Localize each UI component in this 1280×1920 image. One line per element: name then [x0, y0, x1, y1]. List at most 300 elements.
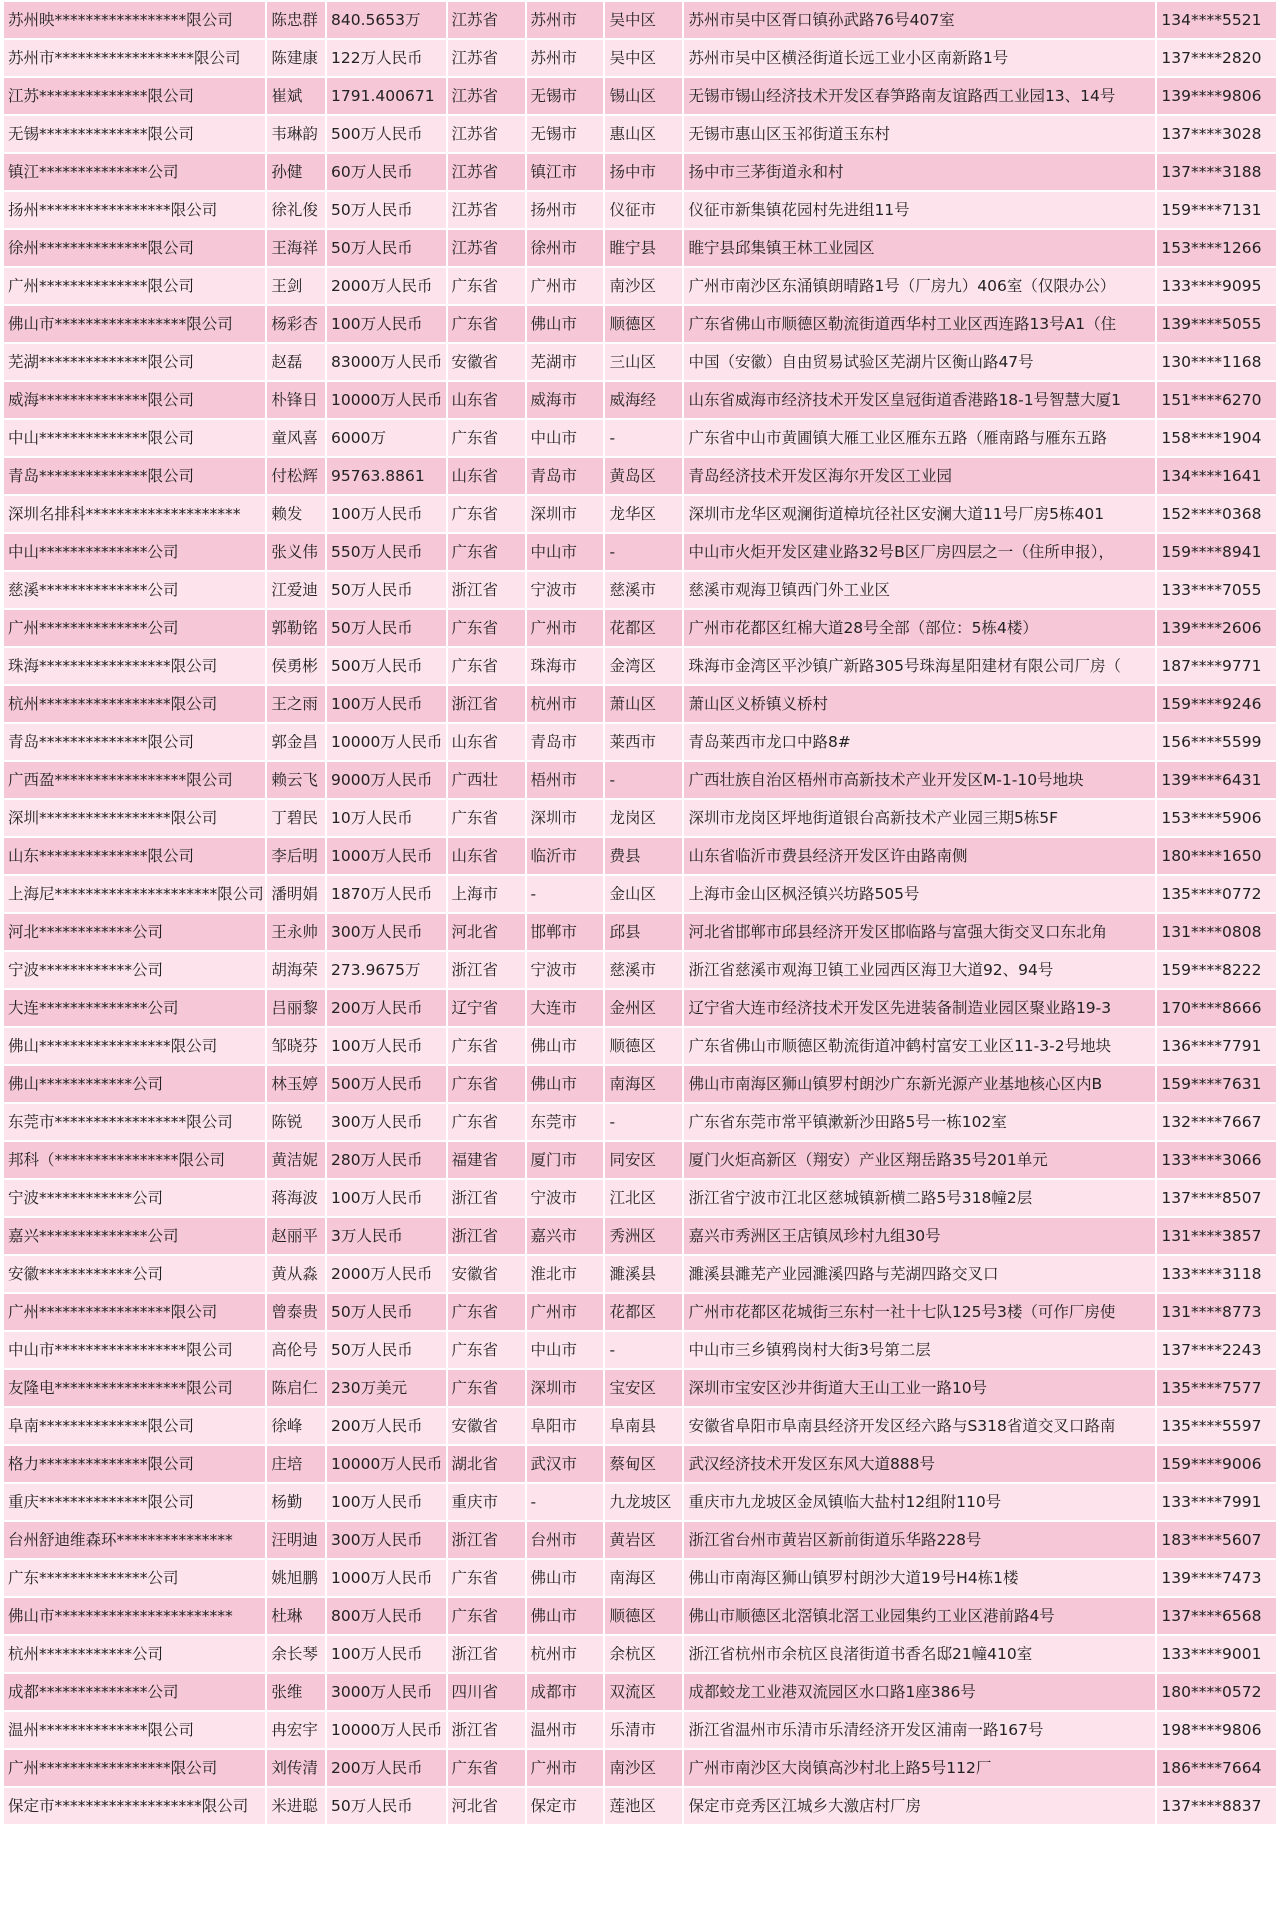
- district-cell: 三山区: [605, 344, 682, 380]
- province-cell: 浙江省: [448, 1522, 525, 1558]
- address-cell: 广东省佛山市顺德区勒流街道冲鹤村富安工业区11-3-2号地块: [684, 1028, 1155, 1064]
- registered-capital-cell: 50万人民币: [327, 192, 446, 228]
- address-cell: 慈溪市观海卫镇西门外工业区: [684, 572, 1155, 608]
- province-cell: 广东省: [448, 1028, 525, 1064]
- table-row: [4, 268, 1276, 304]
- legal-person-cell: 徐峰: [267, 1408, 325, 1444]
- address-cell: 辽宁省大连市经济技术开发区先进装备制造业园区聚业路19-3: [684, 990, 1155, 1026]
- legal-person-cell: 付松辉: [267, 458, 325, 494]
- table-row: [4, 154, 1276, 190]
- address-cell: 厦门火炬高新区（翔安）产业区翔岳路35号201单元: [684, 1142, 1155, 1178]
- phone-cell: 131****8773: [1157, 1294, 1276, 1330]
- address-cell: 嘉兴市秀洲区王店镇凤珍村九组30号: [684, 1218, 1155, 1254]
- legal-person-cell: 郭勒铭: [267, 610, 325, 646]
- phone-cell: 133****7991: [1157, 1484, 1276, 1520]
- address-cell: 深圳市龙华区观澜街道樟坑径社区安澜大道11号厂房5栋401: [684, 496, 1155, 532]
- company-name-cell: 中山市*****************限公司: [4, 1332, 265, 1368]
- registered-capital-cell: 100万人民币: [327, 1636, 446, 1672]
- registered-capital-cell: 840.5653万: [327, 2, 446, 38]
- city-cell: 佛山市: [527, 1598, 604, 1634]
- province-cell: 山东省: [448, 838, 525, 874]
- registered-capital-cell: 100万人民币: [327, 1484, 446, 1520]
- district-cell: 扬中市: [605, 154, 682, 190]
- address-cell: 浙江省宁波市江北区慈城镇新横二路5号318幢2层: [684, 1180, 1155, 1216]
- registered-capital-cell: 83000万人民币: [327, 344, 446, 380]
- table-row: [4, 1712, 1276, 1748]
- district-cell: 金州区: [605, 990, 682, 1026]
- address-cell: 上海市金山区枫泾镇兴坊路505号: [684, 876, 1155, 912]
- district-cell: 费县: [605, 838, 682, 874]
- district-cell: 花都区: [605, 610, 682, 646]
- city-cell: 深圳市: [527, 800, 604, 836]
- company-name-cell: 广州**************公司: [4, 610, 265, 646]
- province-cell: 广东省: [448, 610, 525, 646]
- district-cell: 吴中区: [605, 40, 682, 76]
- company-name-cell: 无锡**************限公司: [4, 116, 265, 152]
- city-cell: 中山市: [527, 420, 604, 456]
- phone-cell: 133****7055: [1157, 572, 1276, 608]
- district-cell: 南海区: [605, 1066, 682, 1102]
- registered-capital-cell: 10000万人民币: [327, 1712, 446, 1748]
- city-cell: 广州市: [527, 1294, 604, 1330]
- district-cell: 睢宁县: [605, 230, 682, 266]
- table-row: [4, 116, 1276, 152]
- legal-person-cell: 林玉婷: [267, 1066, 325, 1102]
- address-cell: 浙江省台州市黄岩区新前街道乐华路228号: [684, 1522, 1155, 1558]
- city-cell: 广州市: [527, 610, 604, 646]
- legal-person-cell: 庄培: [267, 1446, 325, 1482]
- legal-person-cell: 郭金昌: [267, 724, 325, 760]
- city-cell: 广州市: [527, 268, 604, 304]
- city-cell: 徐州市: [527, 230, 604, 266]
- city-cell: 梧州市: [527, 762, 604, 798]
- address-cell: 广西壮族自治区梧州市高新技术产业开发区M-1-10号地块: [684, 762, 1155, 798]
- address-cell: 中山市火炬开发区建业路32号B区厂房四层之一（住所申报），: [684, 534, 1155, 570]
- province-cell: 河北省: [448, 914, 525, 950]
- district-cell: 慈溪市: [605, 572, 682, 608]
- phone-cell: 159****9006: [1157, 1446, 1276, 1482]
- city-cell: 淮北市: [527, 1256, 604, 1292]
- phone-cell: 139****7473: [1157, 1560, 1276, 1596]
- registered-capital-cell: 122万人民币: [327, 40, 446, 76]
- province-cell: 山东省: [448, 458, 525, 494]
- registered-capital-cell: 50万人民币: [327, 1332, 446, 1368]
- legal-person-cell: 李后明: [267, 838, 325, 874]
- legal-person-cell: 姚旭鹏: [267, 1560, 325, 1596]
- company-name-cell: 苏州市******************限公司: [4, 40, 265, 76]
- district-cell: 南沙区: [605, 1750, 682, 1786]
- phone-cell: 137****6568: [1157, 1598, 1276, 1634]
- province-cell: 辽宁省: [448, 990, 525, 1026]
- address-cell: 广州市花都区花城街三东村一社十七队125号3楼（可作厂房使: [684, 1294, 1155, 1330]
- city-cell: 佛山市: [527, 1028, 604, 1064]
- registered-capital-cell: 200万人民币: [327, 990, 446, 1026]
- city-cell: 镇江市: [527, 154, 604, 190]
- phone-cell: 133****9001: [1157, 1636, 1276, 1672]
- table-row: [4, 990, 1276, 1026]
- address-cell: 山东省临沂市费县经济开发区许由路南侧: [684, 838, 1155, 874]
- table-row: [4, 78, 1276, 114]
- address-cell: 浙江省杭州市余杭区良渚街道书香名邸21幢410室: [684, 1636, 1155, 1672]
- registered-capital-cell: 2000万人民币: [327, 268, 446, 304]
- city-cell: 邯郸市: [527, 914, 604, 950]
- legal-person-cell: 王之雨: [267, 686, 325, 722]
- address-cell: 成都蛟龙工业港双流园区水口路1座386号: [684, 1674, 1155, 1710]
- company-name-cell: 嘉兴**************公司: [4, 1218, 265, 1254]
- city-cell: 台州市: [527, 1522, 604, 1558]
- company-name-cell: 广州**************限公司: [4, 268, 265, 304]
- address-cell: 苏州市吴中区胥口镇孙武路76号407室: [684, 2, 1155, 38]
- registered-capital-cell: 200万人民币: [327, 1408, 446, 1444]
- company-name-cell: 中山**************限公司: [4, 420, 265, 456]
- company-name-cell: 镇江**************公司: [4, 154, 265, 190]
- province-cell: 广东省: [448, 1104, 525, 1140]
- legal-person-cell: 童风喜: [267, 420, 325, 456]
- city-cell: 东莞市: [527, 1104, 604, 1140]
- registered-capital-cell: 1870万人民币: [327, 876, 446, 912]
- province-cell: 广东省: [448, 1750, 525, 1786]
- table-row: [4, 1332, 1276, 1368]
- city-cell: 佛山市: [527, 306, 604, 342]
- registered-capital-cell: 3000万人民币: [327, 1674, 446, 1710]
- city-cell: 广州市: [527, 1750, 604, 1786]
- district-cell: 威海经: [605, 382, 682, 418]
- legal-person-cell: 赖发: [267, 496, 325, 532]
- city-cell: -: [527, 1484, 604, 1520]
- table-row: [4, 534, 1276, 570]
- registered-capital-cell: 300万人民币: [327, 1522, 446, 1558]
- district-cell: 邱县: [605, 914, 682, 950]
- company-name-cell: 青岛**************限公司: [4, 724, 265, 760]
- registered-capital-cell: 300万人民币: [327, 1104, 446, 1140]
- company-name-cell: 芜湖**************限公司: [4, 344, 265, 380]
- registered-capital-cell: 273.9675万: [327, 952, 446, 988]
- company-name-cell: 山东**************限公司: [4, 838, 265, 874]
- city-cell: 芜湖市: [527, 344, 604, 380]
- province-cell: 江苏省: [448, 78, 525, 114]
- registered-capital-cell: 500万人民币: [327, 1066, 446, 1102]
- phone-cell: 136****7791: [1157, 1028, 1276, 1064]
- province-cell: 广东省: [448, 1332, 525, 1368]
- table-row: [4, 1446, 1276, 1482]
- province-cell: 广东省: [448, 648, 525, 684]
- district-cell: 同安区: [605, 1142, 682, 1178]
- city-cell: -: [527, 876, 604, 912]
- address-cell: 重庆市九龙坡区金凤镇临大盐村12组附110号: [684, 1484, 1155, 1520]
- registered-capital-cell: 50万人民币: [327, 230, 446, 266]
- table-row: [4, 952, 1276, 988]
- district-cell: -: [605, 1332, 682, 1368]
- district-cell: 顺德区: [605, 1598, 682, 1634]
- phone-cell: 135****7577: [1157, 1370, 1276, 1406]
- province-cell: 安徽省: [448, 1256, 525, 1292]
- table-row: [4, 458, 1276, 494]
- registered-capital-cell: 550万人民币: [327, 534, 446, 570]
- city-cell: 宁波市: [527, 572, 604, 608]
- legal-person-cell: 曾泰贵: [267, 1294, 325, 1330]
- company-name-cell: 广州*****************限公司: [4, 1294, 265, 1330]
- province-cell: 江苏省: [448, 192, 525, 228]
- district-cell: 萧山区: [605, 686, 682, 722]
- district-cell: 顺德区: [605, 306, 682, 342]
- legal-person-cell: 潘明娟: [267, 876, 325, 912]
- address-cell: 深圳市宝安区沙井街道大王山工业一路10号: [684, 1370, 1155, 1406]
- table-row: [4, 344, 1276, 380]
- province-cell: 广东省: [448, 1066, 525, 1102]
- legal-person-cell: 黄从淼: [267, 1256, 325, 1292]
- phone-cell: 131****0808: [1157, 914, 1276, 950]
- company-name-cell: 江苏**************限公司: [4, 78, 265, 114]
- district-cell: -: [605, 534, 682, 570]
- address-cell: 珠海市金湾区平沙镇广新路305号珠海星阳建材有限公司厂房（: [684, 648, 1155, 684]
- phone-cell: 139****6431: [1157, 762, 1276, 798]
- company-name-cell: 台州舒迪维森环***************: [4, 1522, 265, 1558]
- phone-cell: 137****8507: [1157, 1180, 1276, 1216]
- phone-cell: 131****3857: [1157, 1218, 1276, 1254]
- phone-cell: 159****7131: [1157, 192, 1276, 228]
- company-name-cell: 威海**************限公司: [4, 382, 265, 418]
- table-body: [4, 2, 1276, 1824]
- table-row: [4, 1370, 1276, 1406]
- table-row: [4, 1750, 1276, 1786]
- registered-capital-cell: 1000万人民币: [327, 838, 446, 874]
- province-cell: 广东省: [448, 1370, 525, 1406]
- phone-cell: 158****1904: [1157, 420, 1276, 456]
- city-cell: 杭州市: [527, 1636, 604, 1672]
- province-cell: 浙江省: [448, 1712, 525, 1748]
- province-cell: 江苏省: [448, 116, 525, 152]
- legal-person-cell: 韦琳韵: [267, 116, 325, 152]
- legal-person-cell: 赖云飞: [267, 762, 325, 798]
- city-cell: 阜阳市: [527, 1408, 604, 1444]
- registered-capital-cell: 500万人民币: [327, 116, 446, 152]
- table-row: [4, 686, 1276, 722]
- province-cell: 江苏省: [448, 40, 525, 76]
- address-cell: 青岛莱西市龙口中路8#: [684, 724, 1155, 760]
- company-name-cell: 珠海*****************限公司: [4, 648, 265, 684]
- province-cell: 重庆市: [448, 1484, 525, 1520]
- registered-capital-cell: 100万人民币: [327, 496, 446, 532]
- company-name-cell: 广州*****************限公司: [4, 1750, 265, 1786]
- address-cell: 仪征市新集镇花园村先进组11号: [684, 192, 1155, 228]
- city-cell: 嘉兴市: [527, 1218, 604, 1254]
- district-cell: 金山区: [605, 876, 682, 912]
- city-cell: 无锡市: [527, 116, 604, 152]
- phone-cell: 135****5597: [1157, 1408, 1276, 1444]
- registered-capital-cell: 300万人民币: [327, 914, 446, 950]
- table-row: [4, 306, 1276, 342]
- city-cell: 青岛市: [527, 724, 604, 760]
- phone-cell: 130****1168: [1157, 344, 1276, 380]
- city-cell: 杭州市: [527, 686, 604, 722]
- legal-person-cell: 蒋海波: [267, 1180, 325, 1216]
- district-cell: 莱西市: [605, 724, 682, 760]
- province-cell: 广东省: [448, 1598, 525, 1634]
- phone-cell: 153****1266: [1157, 230, 1276, 266]
- table-row: [4, 1142, 1276, 1178]
- table-row: [4, 1598, 1276, 1634]
- legal-person-cell: 赵磊: [267, 344, 325, 380]
- legal-person-cell: 陈忠群: [267, 2, 325, 38]
- address-cell: 中山市三乡镇鸦岗村大街3号第二层: [684, 1332, 1155, 1368]
- company-name-cell: 佛山************公司: [4, 1066, 265, 1102]
- legal-person-cell: 米进聪: [267, 1788, 325, 1824]
- address-cell: 扬中市三茅街道永和村: [684, 154, 1155, 190]
- legal-person-cell: 冉宏宇: [267, 1712, 325, 1748]
- address-cell: 濉溪县濉芜产业园濉溪四路与芜湖四路交叉口: [684, 1256, 1155, 1292]
- legal-person-cell: 刘传清: [267, 1750, 325, 1786]
- registered-capital-cell: 50万人民币: [327, 1788, 446, 1824]
- registered-capital-cell: 10000万人民币: [327, 724, 446, 760]
- district-cell: 惠山区: [605, 116, 682, 152]
- district-cell: 黄岩区: [605, 1522, 682, 1558]
- company-name-cell: 重庆**************限公司: [4, 1484, 265, 1520]
- table-row: [4, 1028, 1276, 1064]
- province-cell: 四川省: [448, 1674, 525, 1710]
- legal-person-cell: 侯勇彬: [267, 648, 325, 684]
- phone-cell: 135****0772: [1157, 876, 1276, 912]
- district-cell: 阜南县: [605, 1408, 682, 1444]
- district-cell: 宝安区: [605, 1370, 682, 1406]
- company-name-cell: 成都**************公司: [4, 1674, 265, 1710]
- address-cell: 广东省中山市黄圃镇大雁工业区雁东五路（雁南路与雁东五路: [684, 420, 1155, 456]
- phone-cell: 159****9246: [1157, 686, 1276, 722]
- table-row: [4, 1788, 1276, 1824]
- table-row: [4, 1636, 1276, 1672]
- table-row: [4, 610, 1276, 646]
- company-name-cell: 佛山市*****************限公司: [4, 306, 265, 342]
- table-row: [4, 1560, 1276, 1596]
- legal-person-cell: 陈启仁: [267, 1370, 325, 1406]
- registered-capital-cell: 100万人民币: [327, 1028, 446, 1064]
- district-cell: -: [605, 1104, 682, 1140]
- registered-capital-cell: 50万人民币: [327, 572, 446, 608]
- province-cell: 江苏省: [448, 154, 525, 190]
- company-name-cell: 广西盈*****************限公司: [4, 762, 265, 798]
- city-cell: 中山市: [527, 1332, 604, 1368]
- company-name-cell: 佛山*****************限公司: [4, 1028, 265, 1064]
- district-cell: 锡山区: [605, 78, 682, 114]
- table-row: [4, 1408, 1276, 1444]
- legal-person-cell: 王永帅: [267, 914, 325, 950]
- city-cell: 保定市: [527, 1788, 604, 1824]
- legal-person-cell: 黄洁妮: [267, 1142, 325, 1178]
- table-row: [4, 838, 1276, 874]
- district-cell: 秀洲区: [605, 1218, 682, 1254]
- company-name-cell: 东莞市*****************限公司: [4, 1104, 265, 1140]
- province-cell: 湖北省: [448, 1446, 525, 1482]
- address-cell: 无锡市锡山经济技术开发区春笋路南友谊路西工业园13、14号: [684, 78, 1155, 114]
- phone-cell: 137****2243: [1157, 1332, 1276, 1368]
- address-cell: 广东省佛山市顺德区勒流街道西华村工业区西连路13号A1（住: [684, 306, 1155, 342]
- legal-person-cell: 崔斌: [267, 78, 325, 114]
- table-row: [4, 1674, 1276, 1710]
- table-row: [4, 876, 1276, 912]
- district-cell: 吴中区: [605, 2, 682, 38]
- address-cell: 广州市南沙区东涌镇朗晴路1号（厂房九）406室（仅限办公）: [684, 268, 1155, 304]
- table-row: [4, 1256, 1276, 1292]
- phone-cell: 170****8666: [1157, 990, 1276, 1026]
- district-cell: 龙华区: [605, 496, 682, 532]
- legal-person-cell: 陈锐: [267, 1104, 325, 1140]
- phone-cell: 139****5055: [1157, 306, 1276, 342]
- city-cell: 佛山市: [527, 1066, 604, 1102]
- address-cell: 佛山市顺德区北滘镇北滘工业园集约工业区港前路4号: [684, 1598, 1155, 1634]
- address-cell: 保定市竞秀区江城乡大激店村厂房: [684, 1788, 1155, 1824]
- city-cell: 无锡市: [527, 78, 604, 114]
- company-name-cell: 徐州**************限公司: [4, 230, 265, 266]
- company-name-cell: 中山**************公司: [4, 534, 265, 570]
- address-cell: 青岛经济技术开发区海尔开发区工业园: [684, 458, 1155, 494]
- company-name-cell: 保定市*******************限公司: [4, 1788, 265, 1824]
- registered-capital-cell: 50万人民币: [327, 1294, 446, 1330]
- address-cell: 佛山市南海区狮山镇罗村朗沙广东新光源产业基地核心区内B: [684, 1066, 1155, 1102]
- district-cell: -: [605, 762, 682, 798]
- province-cell: 广东省: [448, 268, 525, 304]
- company-name-cell: 大连**************公司: [4, 990, 265, 1026]
- legal-person-cell: 王剑: [267, 268, 325, 304]
- province-cell: 浙江省: [448, 572, 525, 608]
- district-cell: 余杭区: [605, 1636, 682, 1672]
- city-cell: 中山市: [527, 534, 604, 570]
- company-name-cell: 邦科（****************限公司: [4, 1142, 265, 1178]
- district-cell: 慈溪市: [605, 952, 682, 988]
- company-name-cell: 友隆电*****************限公司: [4, 1370, 265, 1406]
- table-row: [4, 40, 1276, 76]
- phone-cell: 187****9771: [1157, 648, 1276, 684]
- legal-person-cell: 吕丽黎: [267, 990, 325, 1026]
- district-cell: 乐清市: [605, 1712, 682, 1748]
- table-row: [4, 572, 1276, 608]
- city-cell: 珠海市: [527, 648, 604, 684]
- company-name-cell: 格力**************限公司: [4, 1446, 265, 1482]
- data-table: [2, 0, 1278, 1826]
- address-cell: 广东省东莞市常平镇漱新沙田路5号一栋102室: [684, 1104, 1155, 1140]
- registered-capital-cell: 60万人民币: [327, 154, 446, 190]
- address-cell: 河北省邯郸市邱县经济开发区邯临路与富强大街交叉口东北角: [684, 914, 1155, 950]
- registered-capital-cell: 50万人民币: [327, 610, 446, 646]
- registered-capital-cell: 100万人民币: [327, 306, 446, 342]
- city-cell: 宁波市: [527, 1180, 604, 1216]
- table-row: [4, 230, 1276, 266]
- province-cell: 浙江省: [448, 1180, 525, 1216]
- table-row: [4, 1484, 1276, 1520]
- phone-cell: 134****5521: [1157, 2, 1276, 38]
- company-name-cell: 扬州*****************限公司: [4, 192, 265, 228]
- legal-person-cell: 江爱迪: [267, 572, 325, 608]
- phone-cell: 180****0572: [1157, 1674, 1276, 1710]
- district-cell: 南海区: [605, 1560, 682, 1596]
- province-cell: 广东省: [448, 1294, 525, 1330]
- city-cell: 成都市: [527, 1674, 604, 1710]
- company-name-cell: 慈溪**************公司: [4, 572, 265, 608]
- city-cell: 宁波市: [527, 952, 604, 988]
- legal-person-cell: 杨勤: [267, 1484, 325, 1520]
- city-cell: 扬州市: [527, 192, 604, 228]
- province-cell: 浙江省: [448, 1636, 525, 1672]
- legal-person-cell: 赵丽平: [267, 1218, 325, 1254]
- company-name-cell: 上海尼*********************限公司: [4, 876, 265, 912]
- legal-person-cell: 余长琴: [267, 1636, 325, 1672]
- district-cell: 双流区: [605, 1674, 682, 1710]
- city-cell: 深圳市: [527, 496, 604, 532]
- registered-capital-cell: 500万人民币: [327, 648, 446, 684]
- registered-capital-cell: 95763.8861: [327, 458, 446, 494]
- address-cell: 广州市花都区红棉大道28号全部（部位：5栋4楼）: [684, 610, 1155, 646]
- table-row: [4, 1294, 1276, 1330]
- address-cell: 佛山市南海区狮山镇罗村朗沙大道19号H4栋1楼: [684, 1560, 1155, 1596]
- phone-cell: 159****8941: [1157, 534, 1276, 570]
